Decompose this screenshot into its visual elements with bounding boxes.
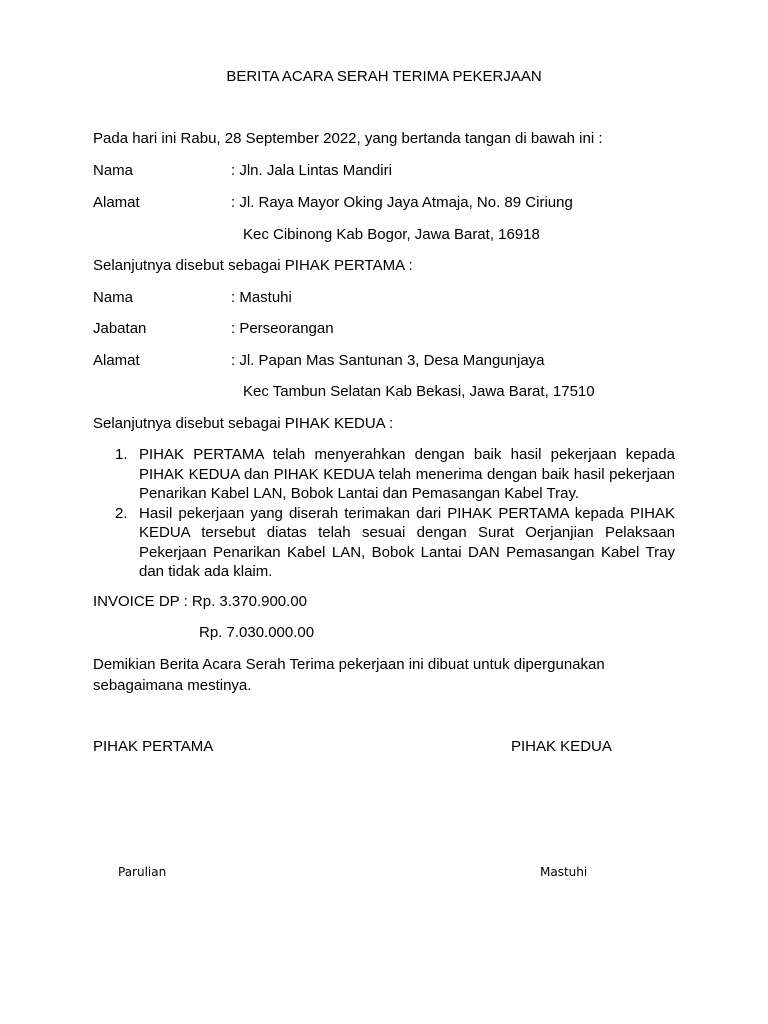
- intro-paragraph: Pada hari ini Rabu, 28 September 2022, yang bertanda tangan di bawah ini :: [93, 130, 603, 147]
- party1-alamat-continuation: Kec Cibinong Kab Bogor, Jawa Barat, 16918: [243, 226, 540, 243]
- signature-label-right: PIHAK KEDUA: [511, 738, 612, 755]
- list-item-number: 1.: [115, 446, 128, 463]
- closing-paragraph-line-2: sebagaimana mestinya.: [93, 677, 252, 694]
- party1-nama-value: : Jln. Jala Lintas Mandiri: [231, 162, 392, 179]
- party2-designation: Selanjutnya disebut sebagai PIHAK KEDUA :: [93, 415, 394, 432]
- party2-alamat-continuation: Kec Tambun Selatan Kab Bekasi, Jawa Barat, 17510: [243, 383, 595, 400]
- statement-list: [93, 445, 675, 582]
- signature-name-right: Mastuhi: [540, 865, 588, 879]
- list-item-text: Hasil pekerjaan yang diserah terimakan dari PIHAK PERTAMA kepada PIHAK KEDUA tersebut diatas telah sesuai dengan Surat Oerjanjian Pelaksaan Pekerjaan Penarikan Kabel LAN, Bobok Lantai DAN Pemasangan Kabel Tray dan tidak ada klaim.: [139, 504, 675, 580]
- party2-alamat-label: Alamat: [93, 352, 140, 369]
- party2-nama-label: Nama: [93, 289, 134, 306]
- document-title: BERITA ACARA SERAH TERIMA PEKERJAAN: [226, 68, 542, 85]
- invoice-dp-line: INVOICE DP : Rp. 3.370.900.00: [93, 593, 308, 610]
- list-item: [93, 445, 675, 504]
- party2-jabatan-value: : Perseorangan: [231, 320, 334, 337]
- party1-designation: Selanjutnya disebut sebagai PIHAK PERTAMA :: [93, 257, 413, 274]
- list-item-text: PIHAK PERTAMA telah menyerahkan dengan baik hasil pekerjaan kepada PIHAK KEDUA dan PIHAK KEDUA telah menerima dengan baik hasil pekerjaan Penarikan Kabel LAN, Bobok Lantai dan Pemasangan Kabel Tray.: [139, 446, 675, 502]
- list-item-number: 2.: [115, 504, 128, 522]
- party1-alamat-label: Alamat: [93, 194, 140, 211]
- signature-name-left: Parulian: [118, 865, 167, 879]
- party1-alamat-value: : Jl. Raya Mayor Oking Jaya Atmaja, No. 89 Ciriung: [231, 194, 573, 211]
- list-item: [93, 504, 675, 582]
- party2-jabatan-label: Jabatan: [93, 320, 147, 337]
- closing-paragraph-line-1: Demikian Berita Acara Serah Terima pekerjaan ini dibuat untuk dipergunakan: [93, 656, 605, 673]
- party1-nama-label: Nama: [93, 162, 134, 179]
- party2-nama-value: : Mastuhi: [231, 289, 292, 306]
- party2-alamat-value: : Jl. Papan Mas Santunan 3, Desa Mangunjaya: [231, 352, 545, 369]
- invoice-amount-2: Rp. 7.030.000.00: [199, 624, 315, 641]
- signature-label-left: PIHAK PERTAMA: [93, 738, 214, 755]
